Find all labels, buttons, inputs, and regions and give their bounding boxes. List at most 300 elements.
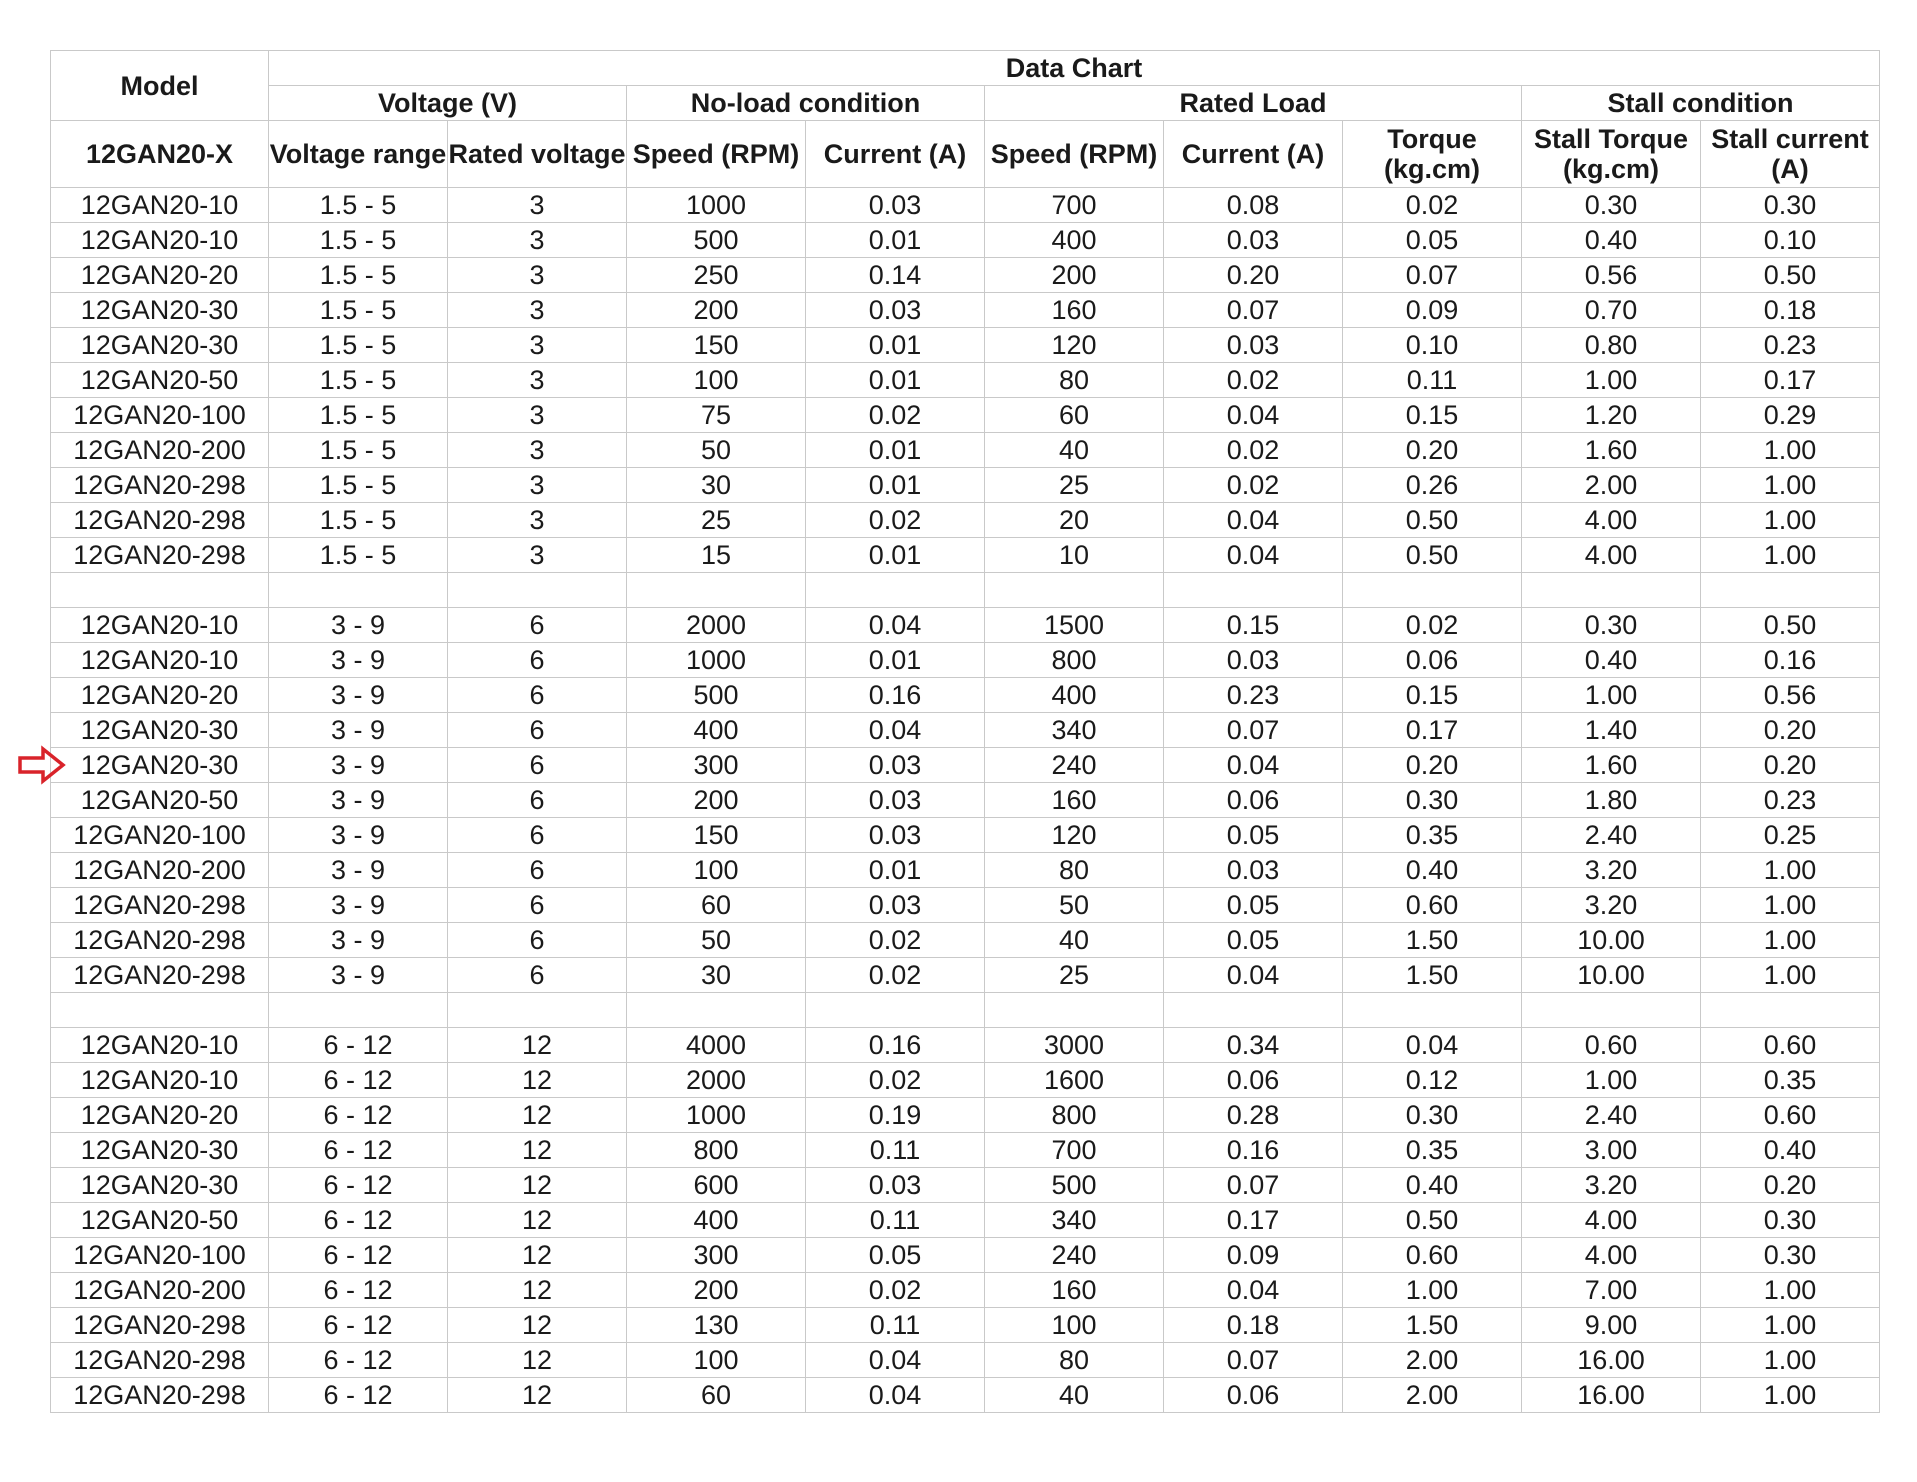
table-row (51, 1378, 1880, 1413)
torque-cell: 0.35 (1343, 818, 1522, 853)
voltage-range-cell: 6 - 12 (269, 1378, 448, 1413)
stall-current-cell: 0.18 (1701, 293, 1880, 328)
rated-current-cell: 0.05 (1164, 923, 1343, 958)
rated-speed-cell: 500 (985, 1168, 1164, 1203)
voltage-range-cell: 1.5 - 5 (269, 328, 448, 363)
stall-torque-cell: 0.80 (1522, 328, 1701, 363)
model-cell: 12GAN20-30 (51, 1133, 269, 1168)
torque-cell: 0.12 (1343, 1063, 1522, 1098)
stall-torque-cell: 0.40 (1522, 643, 1701, 678)
model-cell: 12GAN20-30 (51, 748, 269, 783)
table-row (51, 398, 1880, 433)
no-load-current-cell: 0.01 (806, 328, 985, 363)
table-row (51, 608, 1880, 643)
rated-voltage-cell: 12 (448, 1063, 627, 1098)
stall-current-cell: 0.40 (1701, 1133, 1880, 1168)
voltage-range-cell: 3 - 9 (269, 748, 448, 783)
column-header-no-load-current: Current (A) (806, 121, 985, 188)
rated-speed-cell: 700 (985, 188, 1164, 223)
stall-current-cell: 0.20 (1701, 748, 1880, 783)
rated-voltage-cell: 12 (448, 1273, 627, 1308)
stall-torque-cell: 0.70 (1522, 293, 1701, 328)
rated-current-cell: 0.34 (1164, 1028, 1343, 1063)
no-load-current-cell: 0.11 (806, 1308, 985, 1343)
voltage-range-cell: 6 - 12 (269, 1098, 448, 1133)
model-cell: 12GAN20-200 (51, 1273, 269, 1308)
no-load-speed-cell: 100 (627, 363, 806, 398)
torque-cell: 0.02 (1343, 188, 1522, 223)
table-row (51, 888, 1880, 923)
model-cell: 12GAN20-100 (51, 398, 269, 433)
voltage-range-cell: 1.5 - 5 (269, 503, 448, 538)
rated-current-cell: 0.02 (1164, 468, 1343, 503)
table-row (51, 678, 1880, 713)
torque-cell: 2.00 (1343, 1343, 1522, 1378)
table-row (51, 538, 1880, 573)
rated-voltage-cell: 6 (448, 608, 627, 643)
stall-torque-cell: 0.60 (1522, 1028, 1701, 1063)
rated-voltage-cell: 3 (448, 538, 627, 573)
rated-current-cell: 0.15 (1164, 608, 1343, 643)
rated-speed-cell: 160 (985, 783, 1164, 818)
torque-cell: 0.07 (1343, 258, 1522, 293)
stall-torque-cell: 4.00 (1522, 1238, 1701, 1273)
no-load-speed-cell: 15 (627, 538, 806, 573)
no-load-speed-cell: 130 (627, 1308, 806, 1343)
torque-cell: 0.50 (1343, 538, 1522, 573)
table-row (51, 1063, 1880, 1098)
no-load-speed-cell: 150 (627, 818, 806, 853)
no-load-current-cell: 0.04 (806, 608, 985, 643)
rated-speed-cell: 1600 (985, 1063, 1164, 1098)
no-load-current-cell: 0.03 (806, 188, 985, 223)
empty-cell (269, 573, 448, 608)
model-cell: 12GAN20-10 (51, 1028, 269, 1063)
torque-cell: 0.17 (1343, 713, 1522, 748)
empty-cell (627, 573, 806, 608)
table-row (51, 1028, 1880, 1063)
stall-current-cell: 0.50 (1701, 608, 1880, 643)
rated-current-cell: 0.18 (1164, 1308, 1343, 1343)
spacer-row (51, 993, 1880, 1028)
no-load-current-cell: 0.02 (806, 1273, 985, 1308)
table-row (51, 783, 1880, 818)
stall-torque-cell: 10.00 (1522, 923, 1701, 958)
rated-voltage-cell: 3 (448, 468, 627, 503)
empty-cell (1701, 573, 1880, 608)
rated-voltage-cell: 6 (448, 748, 627, 783)
empty-cell (1522, 573, 1701, 608)
stall-current-cell: 0.23 (1701, 328, 1880, 363)
voltage-range-cell: 3 - 9 (269, 958, 448, 993)
no-load-current-cell: 0.03 (806, 888, 985, 923)
torque-cell: 0.26 (1343, 468, 1522, 503)
voltage-range-cell: 3 - 9 (269, 643, 448, 678)
rated-voltage-cell: 6 (448, 958, 627, 993)
no-load-speed-cell: 400 (627, 1203, 806, 1238)
rated-voltage-cell: 3 (448, 188, 627, 223)
no-load-speed-cell: 30 (627, 958, 806, 993)
voltage-range-cell: 1.5 - 5 (269, 398, 448, 433)
stall-torque-cell: 1.00 (1522, 678, 1701, 713)
stall-torque-cell: 3.20 (1522, 1168, 1701, 1203)
column-header-model: 12GAN20-X (51, 121, 269, 188)
table-row (51, 258, 1880, 293)
stall-torque-cell: 7.00 (1522, 1273, 1701, 1308)
rated-voltage-cell: 6 (448, 643, 627, 678)
table-row (51, 1168, 1880, 1203)
no-load-group-header: No-load condition (627, 86, 985, 121)
voltage-range-cell: 1.5 - 5 (269, 223, 448, 258)
no-load-current-cell: 0.02 (806, 923, 985, 958)
no-load-current-cell: 0.02 (806, 398, 985, 433)
stall-current-cell: 0.25 (1701, 818, 1880, 853)
rated-voltage-cell: 3 (448, 258, 627, 293)
stall-current-cell: 0.60 (1701, 1028, 1880, 1063)
torque-cell: 0.09 (1343, 293, 1522, 328)
voltage-range-cell: 3 - 9 (269, 853, 448, 888)
rated-voltage-cell: 6 (448, 783, 627, 818)
empty-cell (1522, 993, 1701, 1028)
stall-group-header: Stall condition (1522, 86, 1880, 121)
voltage-range-cell: 1.5 - 5 (269, 433, 448, 468)
model-cell: 12GAN20-298 (51, 468, 269, 503)
stall-torque-cell: 3.20 (1522, 888, 1701, 923)
torque-cell: 0.20 (1343, 433, 1522, 468)
model-cell: 12GAN20-50 (51, 363, 269, 398)
table-caption: Data Chart (269, 51, 1880, 86)
torque-cell: 1.50 (1343, 958, 1522, 993)
stall-current-cell: 1.00 (1701, 1273, 1880, 1308)
no-load-speed-cell: 300 (627, 1238, 806, 1273)
stall-current-cell: 0.10 (1701, 223, 1880, 258)
stall-torque-cell: 1.60 (1522, 433, 1701, 468)
no-load-speed-cell: 250 (627, 258, 806, 293)
rated-voltage-cell: 3 (448, 503, 627, 538)
model-cell: 12GAN20-10 (51, 188, 269, 223)
table-row (51, 223, 1880, 258)
rated-current-cell: 0.06 (1164, 1063, 1343, 1098)
stall-current-cell: 1.00 (1701, 468, 1880, 503)
rated-voltage-cell: 6 (448, 713, 627, 748)
empty-cell (448, 993, 627, 1028)
voltage-range-cell: 3 - 9 (269, 783, 448, 818)
table-header (51, 51, 1880, 188)
rated-current-cell: 0.04 (1164, 398, 1343, 433)
no-load-current-cell: 0.03 (806, 783, 985, 818)
rated-voltage-cell: 12 (448, 1238, 627, 1273)
rated-current-cell: 0.07 (1164, 713, 1343, 748)
model-cell: 12GAN20-30 (51, 328, 269, 363)
data-chart-sheet (50, 50, 1880, 1413)
stall-current-cell: 0.29 (1701, 398, 1880, 433)
torque-cell: 0.50 (1343, 503, 1522, 538)
rated-voltage-cell: 3 (448, 328, 627, 363)
stall-torque-cell: 16.00 (1522, 1378, 1701, 1413)
rated-voltage-cell: 12 (448, 1028, 627, 1063)
torque-cell: 0.10 (1343, 328, 1522, 363)
rated-voltage-cell: 12 (448, 1098, 627, 1133)
rated-current-cell: 0.06 (1164, 1378, 1343, 1413)
model-cell: 12GAN20-10 (51, 223, 269, 258)
stall-torque-cell: 2.00 (1522, 468, 1701, 503)
torque-cell: 1.00 (1343, 1273, 1522, 1308)
empty-cell (448, 573, 627, 608)
arrow-right-outline-icon (17, 745, 67, 785)
no-load-speed-cell: 4000 (627, 1028, 806, 1063)
no-load-speed-cell: 1000 (627, 643, 806, 678)
stall-current-cell: 1.00 (1701, 1378, 1880, 1413)
voltage-range-cell: 3 - 9 (269, 713, 448, 748)
rated-current-cell: 0.02 (1164, 363, 1343, 398)
empty-cell (1164, 573, 1343, 608)
empty-cell (1343, 993, 1522, 1028)
rated-voltage-cell: 12 (448, 1378, 627, 1413)
rated-current-cell: 0.03 (1164, 328, 1343, 363)
no-load-speed-cell: 75 (627, 398, 806, 433)
table-row (51, 468, 1880, 503)
model-cell: 12GAN20-20 (51, 1098, 269, 1133)
voltage-range-cell: 3 - 9 (269, 888, 448, 923)
no-load-current-cell: 0.03 (806, 818, 985, 853)
rated-current-cell: 0.05 (1164, 818, 1343, 853)
voltage-range-cell: 6 - 12 (269, 1238, 448, 1273)
no-load-current-cell: 0.03 (806, 1168, 985, 1203)
table-row (51, 1273, 1880, 1308)
no-load-speed-cell: 400 (627, 713, 806, 748)
no-load-speed-cell: 60 (627, 1378, 806, 1413)
no-load-current-cell: 0.01 (806, 643, 985, 678)
no-load-current-cell: 0.04 (806, 713, 985, 748)
no-load-current-cell: 0.11 (806, 1133, 985, 1168)
voltage-range-cell: 3 - 9 (269, 818, 448, 853)
table-row (51, 713, 1880, 748)
rated-speed-cell: 400 (985, 223, 1164, 258)
stall-torque-cell: 4.00 (1522, 1203, 1701, 1238)
rated-speed-cell: 120 (985, 328, 1164, 363)
rated-voltage-cell: 3 (448, 223, 627, 258)
torque-cell: 0.60 (1343, 888, 1522, 923)
empty-cell (985, 993, 1164, 1028)
no-load-speed-cell: 200 (627, 293, 806, 328)
stall-current-cell: 1.00 (1701, 853, 1880, 888)
stall-torque-cell: 3.20 (1522, 853, 1701, 888)
stall-current-cell: 0.20 (1701, 713, 1880, 748)
rated-speed-cell: 800 (985, 643, 1164, 678)
table-row (51, 1308, 1880, 1343)
rated-speed-cell: 340 (985, 713, 1164, 748)
no-load-current-cell: 0.05 (806, 1238, 985, 1273)
table-row (51, 188, 1880, 223)
model-cell: 12GAN20-50 (51, 1203, 269, 1238)
model-cell: 12GAN20-298 (51, 1308, 269, 1343)
rated-speed-cell: 80 (985, 363, 1164, 398)
rated-speed-cell: 20 (985, 503, 1164, 538)
model-cell: 12GAN20-20 (51, 258, 269, 293)
rated-speed-cell: 60 (985, 398, 1164, 433)
rated-speed-cell: 1500 (985, 608, 1164, 643)
torque-cell: 0.50 (1343, 1203, 1522, 1238)
model-cell: 12GAN20-200 (51, 853, 269, 888)
empty-cell (269, 993, 448, 1028)
model-cell: 12GAN20-298 (51, 1378, 269, 1413)
rated-voltage-cell: 12 (448, 1133, 627, 1168)
data-chart-table (50, 50, 1880, 1413)
rated-current-cell: 0.03 (1164, 643, 1343, 678)
rated-current-cell: 0.03 (1164, 853, 1343, 888)
stall-current-cell: 0.35 (1701, 1063, 1880, 1098)
table-row (51, 1238, 1880, 1273)
no-load-current-cell: 0.02 (806, 1063, 985, 1098)
stall-torque-cell: 3.00 (1522, 1133, 1701, 1168)
no-load-current-cell: 0.01 (806, 853, 985, 888)
rated-speed-cell: 120 (985, 818, 1164, 853)
no-load-current-cell: 0.02 (806, 958, 985, 993)
no-load-speed-cell: 500 (627, 223, 806, 258)
voltage-range-cell: 6 - 12 (269, 1063, 448, 1098)
rated-current-cell: 0.04 (1164, 958, 1343, 993)
table-row (51, 328, 1880, 363)
rated-speed-cell: 40 (985, 923, 1164, 958)
no-load-current-cell: 0.04 (806, 1378, 985, 1413)
table-row (51, 1203, 1880, 1238)
torque-cell: 0.30 (1343, 783, 1522, 818)
column-header-rated-voltage: Rated voltage (448, 121, 627, 188)
column-header-rated-speed: Speed (RPM) (985, 121, 1164, 188)
voltage-range-cell: 1.5 - 5 (269, 293, 448, 328)
empty-cell (51, 573, 269, 608)
empty-cell (985, 573, 1164, 608)
rated-current-cell: 0.04 (1164, 748, 1343, 783)
no-load-current-cell: 0.01 (806, 538, 985, 573)
torque-cell: 0.05 (1343, 223, 1522, 258)
stall-current-cell: 0.17 (1701, 363, 1880, 398)
model-cell: 12GAN20-30 (51, 713, 269, 748)
stall-torque-cell: 4.00 (1522, 538, 1701, 573)
model-cell: 12GAN20-10 (51, 608, 269, 643)
model-cell: 12GAN20-298 (51, 958, 269, 993)
column-header-torque: Torque (kg.cm) (1343, 121, 1522, 188)
stall-torque-cell: 2.40 (1522, 818, 1701, 853)
rated-current-cell: 0.09 (1164, 1238, 1343, 1273)
rated-speed-cell: 400 (985, 678, 1164, 713)
rated-speed-cell: 3000 (985, 1028, 1164, 1063)
rated-voltage-cell: 12 (448, 1343, 627, 1378)
rated-current-cell: 0.02 (1164, 433, 1343, 468)
no-load-speed-cell: 50 (627, 433, 806, 468)
table-row (51, 293, 1880, 328)
no-load-speed-cell: 50 (627, 923, 806, 958)
rated-speed-cell: 340 (985, 1203, 1164, 1238)
voltage-range-cell: 6 - 12 (269, 1308, 448, 1343)
torque-cell: 0.20 (1343, 748, 1522, 783)
model-cell: 12GAN20-298 (51, 1343, 269, 1378)
rated-speed-cell: 240 (985, 1238, 1164, 1273)
table-row (51, 853, 1880, 888)
rated-voltage-cell: 12 (448, 1308, 627, 1343)
stall-torque-cell: 1.80 (1522, 783, 1701, 818)
empty-cell (806, 993, 985, 1028)
rated-current-cell: 0.17 (1164, 1203, 1343, 1238)
stall-torque-cell: 0.30 (1522, 188, 1701, 223)
table-row (51, 643, 1880, 678)
voltage-range-cell: 6 - 12 (269, 1168, 448, 1203)
column-header-voltage-range: Voltage range (269, 121, 448, 188)
no-load-current-cell: 0.04 (806, 1343, 985, 1378)
torque-cell: 0.06 (1343, 643, 1522, 678)
voltage-group-header: Voltage (V) (269, 86, 627, 121)
rated-voltage-cell: 6 (448, 853, 627, 888)
column-header-stall-torque: Stall Torque (kg.cm) (1522, 121, 1701, 188)
model-cell: 12GAN20-10 (51, 1063, 269, 1098)
stall-current-cell: 0.50 (1701, 258, 1880, 293)
rated-speed-cell: 25 (985, 468, 1164, 503)
torque-cell: 0.40 (1343, 1168, 1522, 1203)
rated-voltage-cell: 3 (448, 293, 627, 328)
empty-cell (1343, 573, 1522, 608)
rated-speed-cell: 800 (985, 1098, 1164, 1133)
no-load-speed-cell: 300 (627, 748, 806, 783)
model-cell: 12GAN20-298 (51, 888, 269, 923)
model-cell: 12GAN20-30 (51, 1168, 269, 1203)
torque-cell: 1.50 (1343, 923, 1522, 958)
torque-cell: 0.40 (1343, 853, 1522, 888)
no-load-speed-cell: 500 (627, 678, 806, 713)
no-load-current-cell: 0.01 (806, 468, 985, 503)
table-row (51, 503, 1880, 538)
column-header-no-load-speed: Speed (RPM) (627, 121, 806, 188)
rated-current-cell: 0.08 (1164, 188, 1343, 223)
column-header-stall-current: Stall current (A) (1701, 121, 1880, 188)
voltage-range-cell: 1.5 - 5 (269, 468, 448, 503)
rated-speed-cell: 50 (985, 888, 1164, 923)
voltage-range-cell: 6 - 12 (269, 1203, 448, 1238)
stall-torque-cell: 1.00 (1522, 1063, 1701, 1098)
no-load-speed-cell: 150 (627, 328, 806, 363)
empty-cell (1701, 993, 1880, 1028)
no-load-speed-cell: 2000 (627, 1063, 806, 1098)
voltage-range-cell: 6 - 12 (269, 1343, 448, 1378)
no-load-speed-cell: 200 (627, 783, 806, 818)
empty-cell (806, 573, 985, 608)
rated-current-cell: 0.04 (1164, 1273, 1343, 1308)
rated-current-cell: 0.07 (1164, 1168, 1343, 1203)
model-cell: 12GAN20-100 (51, 1238, 269, 1273)
model-cell: 12GAN20-298 (51, 538, 269, 573)
no-load-speed-cell: 2000 (627, 608, 806, 643)
stall-torque-cell: 2.40 (1522, 1098, 1701, 1133)
table-body (51, 188, 1880, 1413)
stall-current-cell: 1.00 (1701, 1343, 1880, 1378)
model-cell: 12GAN20-30 (51, 293, 269, 328)
stall-current-cell: 1.00 (1701, 538, 1880, 573)
stall-current-cell: 0.60 (1701, 1098, 1880, 1133)
rated-current-cell: 0.16 (1164, 1133, 1343, 1168)
no-load-speed-cell: 800 (627, 1133, 806, 1168)
table-row (51, 923, 1880, 958)
stall-current-cell: 1.00 (1701, 503, 1880, 538)
no-load-current-cell: 0.03 (806, 293, 985, 328)
rated-speed-cell: 160 (985, 1273, 1164, 1308)
no-load-speed-cell: 30 (627, 468, 806, 503)
no-load-speed-cell: 1000 (627, 188, 806, 223)
rated-current-cell: 0.23 (1164, 678, 1343, 713)
voltage-range-cell: 1.5 - 5 (269, 363, 448, 398)
torque-cell: 0.04 (1343, 1028, 1522, 1063)
rated-voltage-cell: 3 (448, 363, 627, 398)
no-load-speed-cell: 600 (627, 1168, 806, 1203)
no-load-speed-cell: 100 (627, 853, 806, 888)
